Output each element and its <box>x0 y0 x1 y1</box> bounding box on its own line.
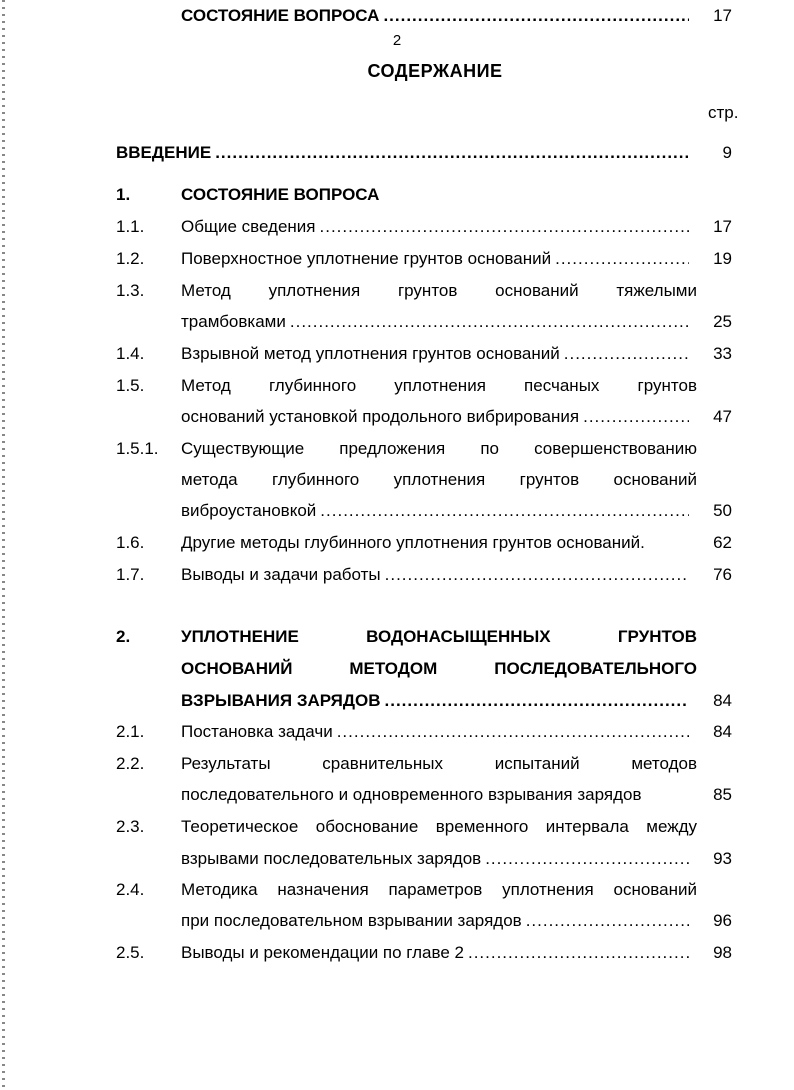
page-number: 2 <box>392 32 402 49</box>
entry-title: Другие методы глубинного уплотнения грунтов оснований. <box>181 533 645 552</box>
toc-entry-continuation[interactable] <box>0 779 794 811</box>
entry-title-line <box>181 243 697 275</box>
entry-word: назначения <box>277 880 369 899</box>
toc-entry[interactable] <box>0 559 794 591</box>
entry-word: глубинного <box>268 376 357 395</box>
entry-number: 1.3. <box>116 281 145 300</box>
entry-title: Выводы и задачи работы <box>181 565 381 584</box>
entry-title-line <box>181 370 697 402</box>
toc-entry-continuation[interactable] <box>0 685 794 717</box>
entry-word: СОСТОЯНИЕ ВОПРОСА <box>181 185 380 204</box>
toc-entry-continuation[interactable] <box>0 495 794 527</box>
entry-title-line <box>181 275 697 307</box>
entry-word: временного <box>435 817 529 836</box>
entry-title-line <box>181 306 697 338</box>
entry-title: оснований установкой продольного вибрирования <box>181 407 580 426</box>
entry-word: методов <box>631 754 697 773</box>
entry-number: 1. <box>116 185 131 204</box>
entry-word: оснований <box>613 880 697 899</box>
page-title: СОДЕРЖАНИЕ <box>367 61 503 81</box>
page-column-label: стр. <box>708 103 739 122</box>
entry-title-line <box>181 495 697 527</box>
entry-title-line <box>181 937 697 969</box>
leader-dots <box>337 716 689 748</box>
entry-page: 9 <box>722 143 732 162</box>
toc-entry[interactable] <box>0 179 794 211</box>
entry-word: Метод <box>181 281 231 300</box>
entry-number: 2.3. <box>116 817 145 836</box>
entry-word: между <box>646 817 697 836</box>
toc-entry-continuation[interactable] <box>0 464 794 496</box>
entry-title: Поверхностное уплотнение грунтов оснований <box>181 249 552 268</box>
entry-word: обоснование <box>315 817 419 836</box>
entry-title: СОСТОЯНИЕ ВОПРОСА <box>181 6 380 25</box>
entry-title: взрывами последовательных зарядов <box>181 849 482 868</box>
entry-word: Существующие <box>181 439 305 458</box>
entry-title: последовательного и одновременного взрывания зарядов <box>181 785 642 804</box>
entry-title: Выводы и рекомендации по главе 2 <box>181 943 464 962</box>
entry-page: 17 <box>713 217 732 236</box>
entry-word: уплотнения <box>502 880 594 899</box>
entry-word: сравнительных <box>322 754 443 773</box>
entry-title-line <box>181 653 697 685</box>
entry-word: ВОДОНАСЫЩЕННЫХ <box>366 627 551 646</box>
entry-number: 2.1. <box>116 722 145 741</box>
entry-word: тяжелыми <box>616 281 697 300</box>
toc-entry[interactable] <box>0 370 794 402</box>
entry-word: уплотнения <box>393 470 486 489</box>
entry-page: 93 <box>713 849 732 868</box>
entry-title-line <box>181 559 697 591</box>
toc-entry-continuation[interactable] <box>0 0 794 32</box>
entry-word: параметров <box>388 880 483 899</box>
toc-entry[interactable] <box>0 433 794 465</box>
entry-number: 1.5.1. <box>116 439 159 458</box>
entry-title-line <box>181 433 697 465</box>
entry-word: уплотнения <box>268 281 361 300</box>
entry-title-line <box>181 716 697 748</box>
leader-dots <box>385 685 689 717</box>
entry-number: 1.2. <box>116 249 145 268</box>
entry-word: Теоретическое <box>181 817 299 836</box>
leader-dots <box>320 211 689 243</box>
entry-title-line <box>181 685 697 717</box>
toc-entry[interactable] <box>0 211 794 243</box>
entry-title-line <box>181 527 697 559</box>
leader-dots <box>290 306 689 338</box>
entry-page: 84 <box>713 691 732 710</box>
entry-title: трамбовками <box>181 312 286 331</box>
entry-word: грунтов <box>519 470 580 489</box>
entry-page: 50 <box>713 501 732 520</box>
toc-entry[interactable] <box>0 621 794 653</box>
leader-dots <box>383 0 689 32</box>
entry-number: 2.5. <box>116 943 145 962</box>
entry-title-line <box>181 811 697 843</box>
entry-title: Общие сведения <box>181 217 316 236</box>
entry-word: ГРУНТОВ <box>617 627 697 646</box>
entry-title-line <box>181 211 697 243</box>
entry-title: Взрывной метод уплотнения грунтов оснований <box>181 344 560 363</box>
entry-title-line <box>181 905 697 937</box>
leader-dots <box>385 559 689 591</box>
entry-word: глубинного <box>272 470 360 489</box>
toc-entry[interactable] <box>0 874 794 906</box>
leader-dots <box>583 401 689 433</box>
entry-number: 2.2. <box>116 754 145 773</box>
entry-word: метода <box>181 470 238 489</box>
entry-title: виброустановкой <box>181 501 317 520</box>
entry-word: интервала <box>545 817 629 836</box>
entry-number: 1.7. <box>116 565 145 584</box>
toc-entry-continuation[interactable] <box>0 653 794 685</box>
entry-title-line <box>181 401 697 433</box>
entry-word: Методика <box>181 880 258 899</box>
entry-word: грунтов <box>637 376 697 395</box>
leader-dots <box>320 495 689 527</box>
entry-title: при последовательном взрывании зарядов <box>181 911 522 930</box>
leader-dots <box>564 338 689 370</box>
entry-word: совершенствованию <box>534 439 697 458</box>
leader-dots <box>215 137 688 169</box>
entry-word: песчаных <box>524 376 600 395</box>
entry-title-line <box>181 748 697 780</box>
entry-word: грунтов <box>397 281 458 300</box>
entry-title-line <box>181 464 697 496</box>
entry-word: по <box>480 439 499 458</box>
entry-title-line <box>181 621 697 653</box>
toc-entry-continuation[interactable] <box>0 843 794 875</box>
toc-entry[interactable] <box>0 243 794 275</box>
entry-page: 98 <box>713 943 732 962</box>
entry-page: 76 <box>713 565 732 584</box>
toc-entry-continuation[interactable] <box>0 401 794 433</box>
entry-word: уплотнения <box>394 376 486 395</box>
entry-page: 19 <box>713 249 732 268</box>
toc-entry[interactable] <box>0 748 794 780</box>
entry-title: Постановка задачи <box>181 722 333 741</box>
entry-page: 62 <box>713 533 732 552</box>
toc-entry[interactable] <box>0 275 794 307</box>
toc-entry[interactable] <box>0 716 794 748</box>
toc-entry[interactable] <box>0 527 794 559</box>
entry-page: 47 <box>713 407 732 426</box>
entry-number: 2.4. <box>116 880 145 899</box>
leader-dots <box>526 905 689 937</box>
leader-dots <box>468 937 689 969</box>
entry-number: 1.5. <box>116 376 145 395</box>
entry-word: Результаты <box>181 754 271 773</box>
entry-number: 2. <box>116 627 131 646</box>
entry-number: 1.1. <box>116 217 145 236</box>
entry-word: оснований <box>495 281 579 300</box>
entry-word: испытаний <box>494 754 580 773</box>
toc-entry[interactable] <box>0 937 794 969</box>
entry-title-line <box>181 843 697 875</box>
entry-title: ВЗРЫВАНИЯ ЗАРЯДОВ <box>181 691 381 710</box>
entry-number: 1.6. <box>116 533 145 552</box>
toc-entry-continuation[interactable] <box>0 905 794 937</box>
toc-entry-continuation[interactable] <box>0 306 794 338</box>
entry-title-line <box>181 338 697 370</box>
entry-page: 84 <box>713 722 732 741</box>
toc-entry[interactable] <box>0 338 794 370</box>
entry-word: УПЛОТНЕНИЕ <box>181 627 299 646</box>
entry-word: ОСНОВАНИЙ <box>181 659 293 678</box>
entry-word: оснований <box>613 470 697 489</box>
entry-page: 33 <box>713 344 732 363</box>
entry-word: МЕТОДОМ <box>349 659 438 678</box>
entry-title-line <box>181 874 697 906</box>
leader-dots <box>555 243 689 275</box>
entry-title: ВВЕДЕНИЕ <box>116 143 212 162</box>
entry-page: 17 <box>713 6 732 25</box>
entry-word: ПОСЛЕДОВАТЕЛЬНОГО <box>494 659 697 678</box>
entry-page: 85 <box>713 785 732 804</box>
entry-title-line <box>181 179 697 211</box>
toc-entry-intro[interactable] <box>0 137 794 169</box>
entry-page: 96 <box>713 911 732 930</box>
entry-title-line <box>181 0 697 32</box>
entry-word: предложения <box>339 439 446 458</box>
entry-word: Метод <box>181 376 231 395</box>
entry-number: 1.4. <box>116 344 145 363</box>
entry-page: 25 <box>713 312 732 331</box>
toc-entry[interactable] <box>0 811 794 843</box>
leader-dots <box>485 843 689 875</box>
entry-title-line <box>181 779 697 811</box>
